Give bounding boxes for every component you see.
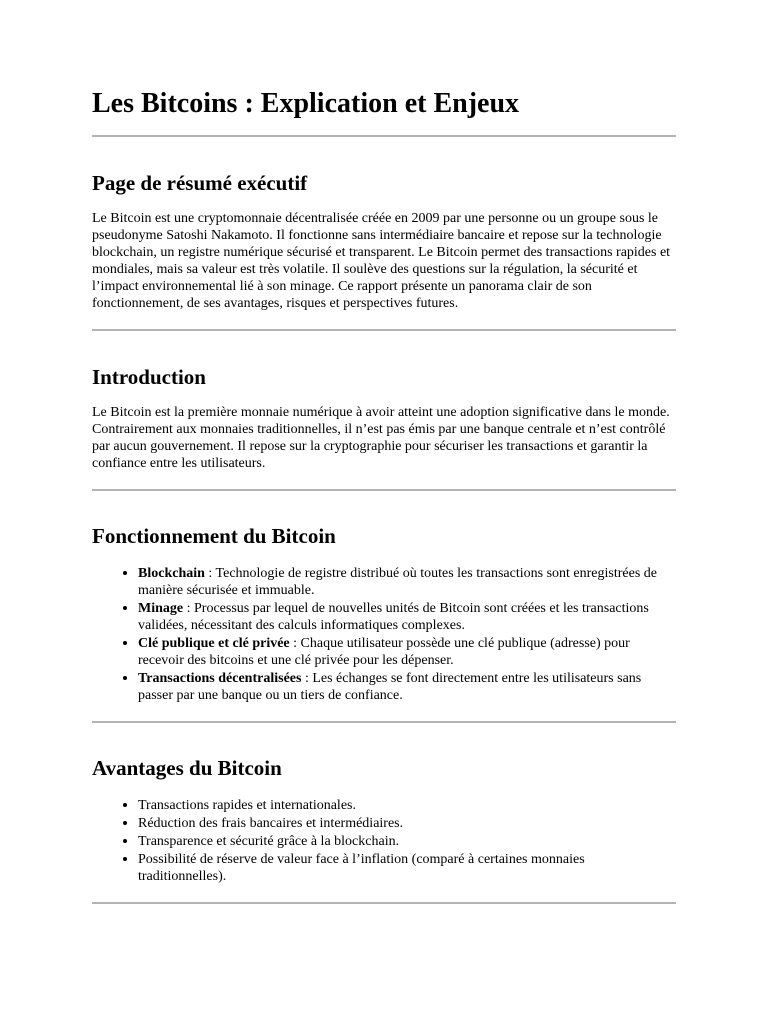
list-item	[138, 634, 676, 669]
list-item-term: Transactions décentralisées	[138, 671, 302, 686]
section-divider	[92, 489, 676, 491]
fonctionnement-heading: Fonctionnement du Bitcoin	[92, 524, 336, 548]
summary-paragraph: Le Bitcoin est une cryptomonnaie décentralisée créée en 2009 par une personne ou un groupe sous le pseudonyme Satoshi Nakamoto. Il fonctionne sans intermédiaire bancaire et repose sur la technologie blockchain, un registre numérique sécurisé et transparent. Le Bitcoin permet des transactions rapides et mondiales, mais sa valeur est très volatile. Il soulève des questions sur la régulation, la sécurité et l’impact environnemental lié à son minage. Ce rapport présente un panorama clair de son fonctionnement, de ses avantages, risques et perspectives futures.	[92, 211, 671, 311]
avantages-heading: Avantages du Bitcoin	[92, 756, 282, 780]
list-item-desc: : Chaque utilisateur possède une clé publique (adresse) pour recevoir des bitcoins et une clé privée pour les dépenser.	[138, 636, 630, 668]
document-title: Les Bitcoins : Explication et Enjeux	[92, 88, 520, 119]
fonctionnement-list	[92, 564, 676, 704]
list-item-term: Minage	[138, 601, 184, 616]
summary-heading: Page de résumé exécutif	[92, 171, 308, 195]
list-item: • Transactions rapides et internationales.	[138, 796, 676, 814]
list-item-term: Clé publique et clé privée	[138, 636, 290, 651]
introduction-paragraph: Le Bitcoin est la première monnaie numérique à avoir atteint une adoption significative dans le monde. Contrairement aux monnaies traditionnelles, il n’est pas émis par une banque centrale et n’est contrôlé par aucun gouvernement. Il repose sur la cryptographie pour sécuriser les transactions et garantir la confiance entre les utilisateurs.	[92, 405, 670, 471]
list-item: • Possibilité de réserve de valeur face à l’inflation (comparé à certaines monnaies traditionnelles).	[138, 850, 676, 885]
list-item-term: Blockchain	[138, 566, 205, 581]
section-divider	[92, 721, 676, 723]
list-item: • Transparence et sécurité grâce à la blockchain.	[138, 832, 676, 850]
list-item	[138, 599, 676, 634]
document-page	[92, 84, 676, 904]
list-item	[138, 669, 676, 704]
avantages-list	[92, 796, 676, 885]
section-divider	[92, 135, 676, 137]
list-item-desc: : Processus par lequel de nouvelles unités de Bitcoin sont créées et les transactions validées, nécessitant des calculs informatiques complexes.	[138, 601, 649, 633]
list-item: • Réduction des frais bancaires et intermédiaires.	[138, 814, 676, 832]
introduction-heading: Introduction	[92, 365, 206, 389]
list-item	[138, 564, 676, 599]
list-item-desc: : Technologie de registre distribué où toutes les transactions sont enregistrées de manière sécurisée et immuable.	[138, 566, 657, 598]
section-divider	[92, 329, 676, 331]
section-divider	[92, 902, 676, 904]
list-item-desc: : Les échanges se font directement entre les utilisateurs sans passer par une banque ou un tiers de confiance.	[138, 671, 642, 703]
